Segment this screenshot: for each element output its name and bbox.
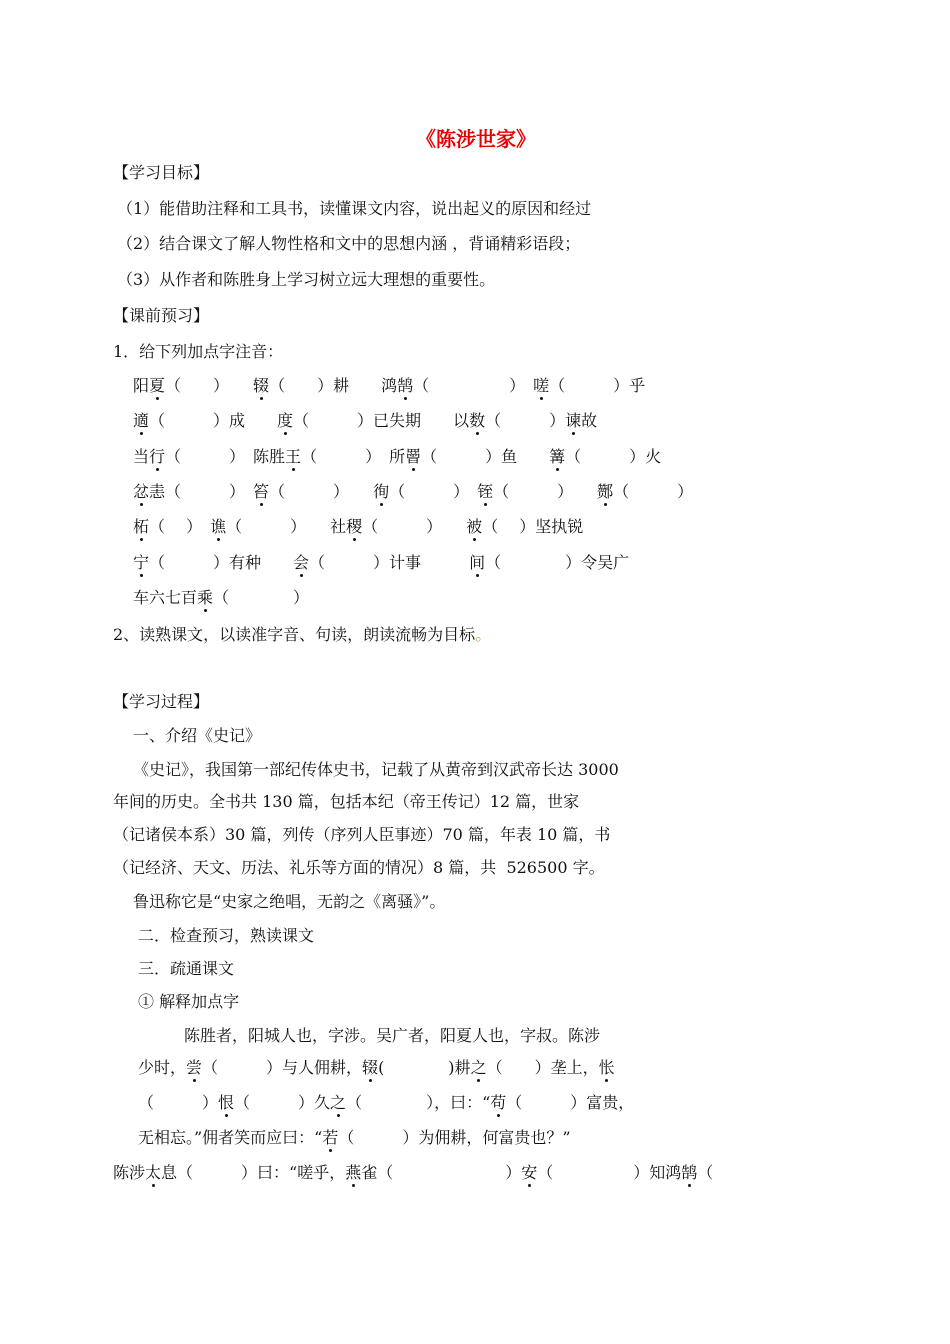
intro-line-1: 《史记》，我国第一部纪传体史书，记载了从黄帝到汉武帝长达 3000 — [133, 760, 619, 779]
intro-line-4: （记经济、天文、历法、礼乐等方面的情况）8 篇，共 526500 字。 — [113, 858, 605, 877]
preview-heading: 【课前预习】 — [113, 306, 210, 325]
goals-heading: 【学习目标】 — [113, 163, 210, 182]
text-line-4: 无相忘。”佣者笑而应曰：“若（ ）为佣耕，何富贵也？” — [138, 1128, 571, 1147]
pinyin-row-6: 宁（ ）有种 会（ ）计事 间（ ）令吴广 — [133, 553, 630, 572]
intro-line-3: （记诸侯本系）30 篇，列传（序列人臣事迹）70 篇，年表 10 篇，书 — [113, 825, 611, 844]
page-title: 《陈涉世家》 — [416, 127, 536, 151]
text-line-1: 陈胜者，阳城人也，字涉。吴广者，阳夏人也，字叔。陈涉 — [184, 1026, 601, 1045]
goal-item-3: （3）从作者和陈胜身上学习树立远大理想的重要性。 — [117, 270, 496, 289]
intro-heading: 一、介绍《史记》 — [133, 726, 262, 745]
step-3-heading: 三．疏通课文 — [138, 959, 235, 978]
pinyin-row-4: 忿恚（ ） 笞（ ） 徇（ ） 铚（ ） 酂（ ） — [133, 482, 694, 501]
preview-question-2: 2、读熟课文，以读准字音、句读，朗读流畅为目标。 — [113, 625, 492, 644]
goal-item-1: （1）能借助注释和工具书，读懂课文内容，说出起义的原因和经过 — [117, 199, 592, 218]
preview-question-1: 1．给下列加点字注音： — [113, 342, 284, 361]
intro-line-2: 年间的历史。全书共 130 篇，包括本纪（帝王传记）12 篇，世家 — [113, 792, 580, 811]
process-heading: 【学习过程】 — [113, 692, 210, 711]
text-line-3: （ ）恨（ ）久之（ ），曰：“苟（ ）富贵， — [138, 1093, 635, 1112]
pinyin-row-5: 柘（ ） 谯（ ） 社稷（ ） 被（ ）坚执锐 — [133, 517, 584, 536]
intro-line-5: 鲁迅称它是“史家之绝唱，无韵之《离骚》”。 — [133, 892, 446, 911]
pinyin-row-1: 阳夏（ ） 辍（ ）耕 鸿鹄（ ） 嗟（ ）乎 — [133, 376, 646, 395]
pinyin-row-3: 当行（ ） 陈胜王（ ） 所罾（ ）鱼 篝（ ）火 — [133, 447, 662, 466]
goal-item-2: （2）结合课文了解人物性格和文中的思想内涵 ，背诵精彩语段； — [117, 234, 581, 253]
step-3-sub: ① 解释加点字 — [138, 992, 240, 1011]
step-2-heading: 二．检查预习，熟读课文 — [138, 926, 315, 945]
pinyin-row-2: 適（ ）成 度（ ）已失期 以数（ ）谏故 — [133, 411, 598, 430]
text-line-2: 少时，尝（ ）与人佣耕，辍( )耕之（ ）垄上，怅 — [138, 1058, 615, 1077]
text-line-5: 陈涉太息（ ）曰：“嗟乎，燕雀（ ）安（ ）知鸿鹄（ — [113, 1163, 714, 1182]
pinyin-row-7: 车六七百乘（ ） — [133, 588, 310, 607]
